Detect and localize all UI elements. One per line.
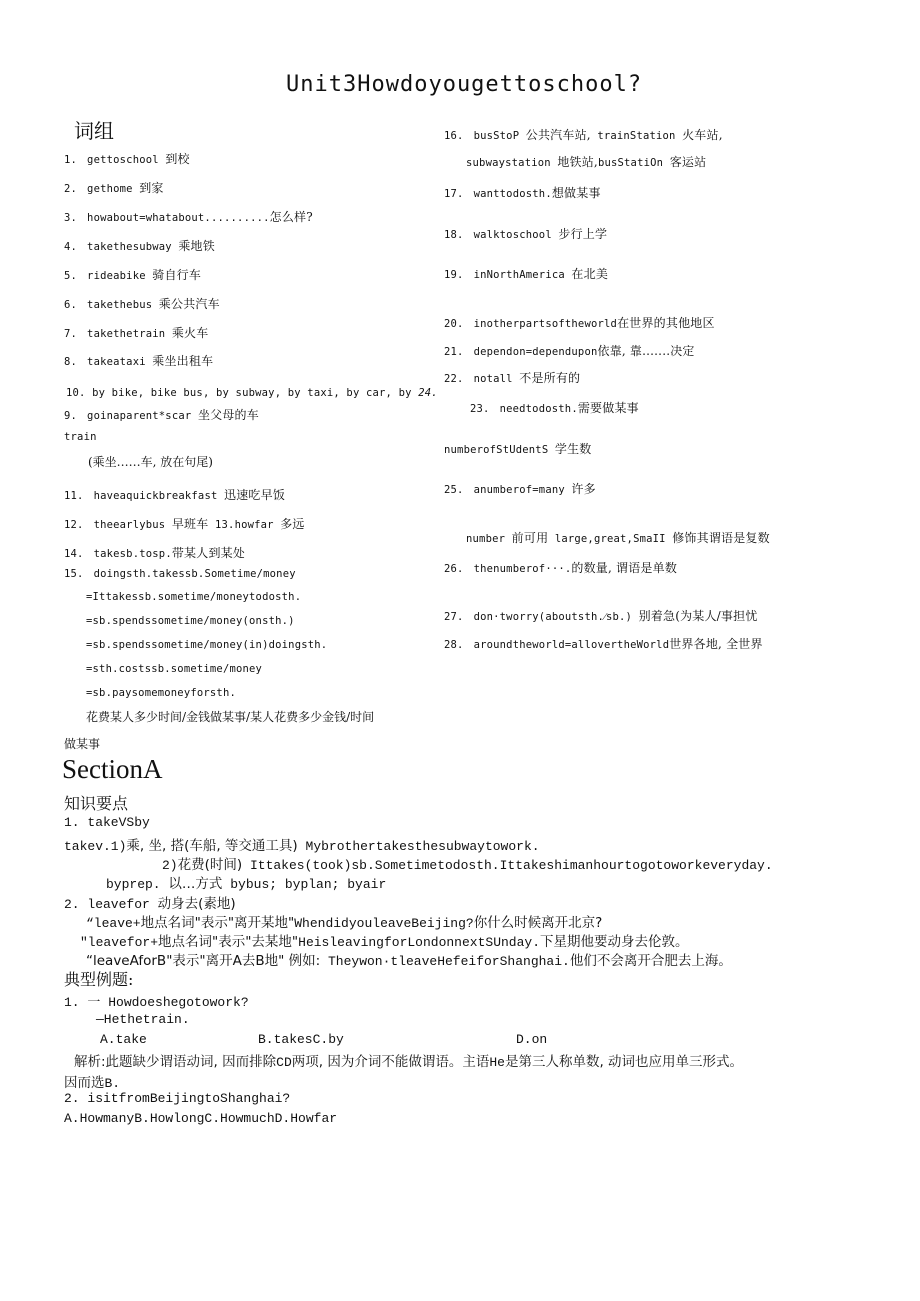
list-item: 4. takethesubway 乘地铁 <box>64 239 215 253</box>
list-item: 28. aroundtheworld=allovertheWorld世界各地, 全世界 <box>444 637 763 651</box>
page-title: Unit3Howdoyougettoschool? <box>286 72 643 97</box>
list-item: 18. walktoschool 步行上学 <box>444 227 608 241</box>
list-item: 21. dependon=dependupon依靠, 靠.......决定 <box>444 344 695 358</box>
list-item: 9. goinaparent*scar 坐父母的车 <box>64 408 259 422</box>
text-line: "leavefor+地点名词"表示"去某地"HeisleavingforLondonnextSUnday.下星期他要动身去伦敦。 <box>80 934 689 950</box>
text-line: 1. takeVSby <box>64 815 150 830</box>
note: 花费某人多少时间/金钱做某事/某人花费多少金钱/时间 <box>86 710 375 724</box>
list-item: 25. anumberof=many 许多 <box>444 482 596 496</box>
list-line: =sb.spendssometime/money(in)doingsth. <box>86 639 328 651</box>
list-item: 16. busStoP 公共汽车站, trainStation 火车站, <box>444 128 723 142</box>
list-item: 15. doingsth.takessb.Sometime/money <box>64 568 296 580</box>
list-item: 17. wanttodosth.想做某事 <box>444 186 601 200</box>
list-item: 12. theearlybus 早班车 13.howfar 多远 <box>64 517 305 531</box>
list-line: =sb.spendssometime/money(onsth.) <box>86 615 295 627</box>
list-line: =sb.paysomemoneyforsth. <box>86 687 236 699</box>
list-item: 10. by bike, bike bus, by subway, by taxi, by car, by 24. <box>66 387 438 399</box>
explanation: 解析:此题缺少谓语动词, 因而排除CD两项, 因为介词不能做谓语。主语He是第三人称单数, 动词也应用单三形式。 <box>74 1054 744 1070</box>
list-item: 3. howabout=whatabout..........怎么样? <box>64 210 313 224</box>
list-item: 7. takethetrain 乘火车 <box>64 326 209 340</box>
list-item: 11. haveaquickbreakfast 迅速吃早饭 <box>64 488 286 502</box>
subheading: 知识要点 <box>64 794 129 813</box>
text-line: 2)花费(时间) Ittakes(took)sb.Sometimetodosth.Ittakeshimanhourtogotoworkeveryday. <box>162 857 773 873</box>
text-line: byprep. 以…方式 bybus; byplan; byair <box>106 876 387 892</box>
subheading: 典型例题: <box>64 970 134 989</box>
list-item: 26. thenumberof···.的数量, 谓语是单数 <box>444 561 678 575</box>
options: A.HowmanyB.HowlongC.HowmuchD.Howfar <box>64 1111 338 1126</box>
list-item: numberofStUdentS 学生数 <box>444 442 592 456</box>
note: (乘坐……车, 放在句尾) <box>88 455 213 469</box>
question: 1. 一 Howdoeshegotowork? <box>64 995 249 1010</box>
note: 做某事 <box>64 737 101 751</box>
text-line: takev.1)乘, 坐, 搭(车船, 等交通工具) Mybrothertakesthesubwaytowork. <box>64 838 540 854</box>
list-item: 8. takeataxi 乘坐出租车 <box>64 354 214 368</box>
text-line: “leaveAforB"表示"离开A去B地" 例如: Theywon·tleaveHefeiforShanghai.他们不会离开合肥去上海。 <box>86 953 732 969</box>
option: A.take <box>100 1032 147 1047</box>
option: B.takesC.by <box>258 1032 344 1047</box>
list-item: 5. rideabike 骑自行车 <box>64 268 202 282</box>
question: 2. isitfromBeijingtoShanghai? <box>64 1091 291 1106</box>
list-item: 23. needtodosth.需要做某事 <box>470 401 639 415</box>
list-item: 6. takethebus 乘公共汽车 <box>64 297 220 311</box>
list-item: 19. inNorthAmerica 在北美 <box>444 267 609 281</box>
list-line: =sth.costssb.sometime/money <box>86 663 263 675</box>
phrases-heading: 词组 <box>74 119 114 143</box>
list-item: subwaystation 地铁站,busStatiOn 客运站 <box>466 155 707 169</box>
section-title: SectionA <box>62 754 163 784</box>
explanation: 因而选B. <box>64 1075 121 1091</box>
note: number 前可用 large,great,SmaII 修饰其谓语是复数 <box>466 531 770 545</box>
list-item-continued: train <box>64 431 97 443</box>
list-item: 27. don·tworry(aboutsth.⁄sb.) 别着急(为某人/事担忧 <box>444 609 758 623</box>
list-item: 20. inotherpartsoftheworld在世界的其他地区 <box>444 316 715 330</box>
question-answer: —Hethetrain. <box>96 1012 190 1027</box>
list-item: 22. notall 不是所有的 <box>444 371 581 385</box>
list-item: 1. gettoschool 到校 <box>64 152 190 166</box>
list-item: 2. gethome 到家 <box>64 181 164 195</box>
text-line: 2. leavefor 动身去(素地) <box>64 896 236 912</box>
text-line: “leave+地点名词"表示"离开某地"WhendidyouleaveBeijing?你什么时候离开北京? <box>86 915 603 931</box>
list-item: 14. takesb.tosp.带某人到某处 <box>64 546 246 560</box>
option: D.on <box>516 1032 548 1047</box>
list-line: =Ittakessb.sometime/moneytodosth. <box>86 591 302 603</box>
